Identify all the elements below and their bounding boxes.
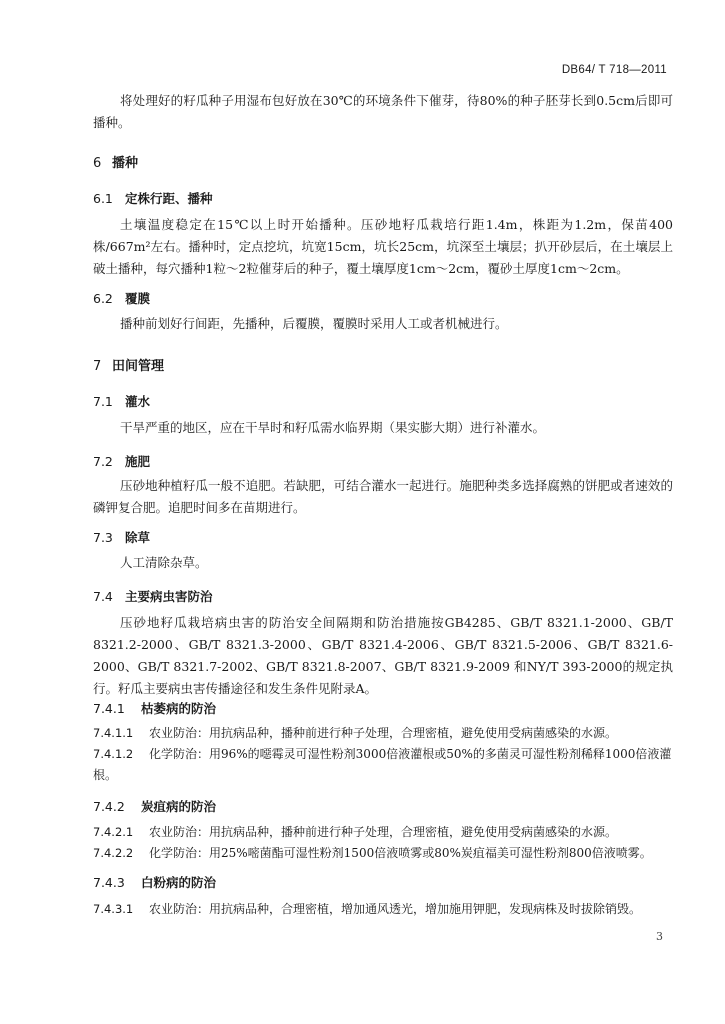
clause-text: 化学防治：用96%的噁霉灵可湿性粉剂3000倍液灌根或50%的多菌灵可湿性粉剂稀释1000倍液灌根。 [93, 747, 672, 782]
clause-number: 7.4.1.2 [93, 747, 134, 761]
standard-number: DB64/ T 718—2011 [561, 64, 667, 76]
section-title: 田间管理 [112, 359, 165, 374]
section-title: 枯萎病的防治 [141, 701, 217, 716]
clause-number: 7.4.1.1 [93, 726, 134, 740]
section-7-4-2-heading [93, 797, 216, 815]
clause-7-4-1-2 [93, 744, 675, 786]
section-number: 7 [93, 359, 102, 374]
clause-text: 农业防治：用抗病品种，合理密植，增加通风透光，增加施用钾肥，发现病株及时拔除销毁。 [149, 902, 642, 916]
section-7-3-heading [93, 528, 150, 546]
section-title: 覆膜 [125, 291, 151, 306]
section-number: 7.2 [93, 454, 113, 469]
clause-text: 农业防治：用抗病品种，播种前进行种子处理，合理密植，避免使用受病菌感染的水源。 [149, 825, 618, 839]
clause-number: 7.4.3.1 [93, 902, 134, 916]
section-title: 除草 [125, 530, 151, 545]
section-title: 主要病虫害防治 [125, 589, 213, 604]
clause-7-4-2-1 [93, 822, 675, 843]
section-number: 6 [93, 156, 102, 171]
section-7-2-heading [93, 452, 150, 470]
page-number: 3 [656, 930, 663, 943]
section-title: 炭疽病的防治 [141, 799, 217, 814]
clause-7-4-1-1 [93, 723, 675, 744]
section-7-4-heading [93, 587, 213, 605]
section-number: 7.1 [93, 394, 113, 409]
section-7-3-text: 人工清除杂草。 [120, 555, 208, 570]
section-7-2-text: 压砂地种植籽瓜一般不追肥。若缺肥，可结合灌水一起进行。施肥种类多选择腐熟的饼肥或者速效的磷钾复合肥。追肥时间多在苗期进行。 [93, 478, 673, 515]
section-number: 7.4.1 [93, 701, 125, 716]
section-title: 播种 [112, 156, 139, 171]
section-6-1-text: 土壤温度稳定在15℃以上时开始播种。压砂地籽瓜栽培行距1.4m，株距为1.2m，保苗400株/667m²左右。播种时，定点挖坑，坑宽15cm，坑长25cm，坑深至土壤层；扒开砂层后，在土壤层上破土播种，每穴播种1粒～2粒催芽后的种子，覆土壤厚度1cm～2cm，覆砂土厚度1cm～2cm。 [93, 217, 673, 276]
section-title: 灌水 [125, 394, 151, 409]
section-title: 白粉病的防治 [141, 875, 217, 890]
section-7-4-1-heading [93, 699, 216, 717]
section-7-4-3-heading [93, 873, 216, 891]
section-6-2-text: 播种前划好行间距，先播种，后覆膜，覆膜时采用人工或者机械进行。 [120, 316, 508, 331]
clause-number: 7.4.2.2 [93, 846, 134, 860]
section-number: 6.1 [93, 191, 113, 206]
section-number: 7.4 [93, 589, 113, 604]
section-number: 7.4.3 [93, 875, 125, 890]
clause-7-4-3-1 [93, 899, 675, 920]
section-7-heading [93, 355, 164, 374]
section-7-4-text: 压砂地籽瓜栽培病虫害的防治安全间隔期和防治措施按GB4285、GB/T 8321.1-2000、GB/T 8321.2-2000、GB/T 8321.3-2000、GB/T 8321.4-2006、GB/T 8321.5-2006、GB/T 8321.6-2000、GB/T 8321.7-2002、GB/T 8321.8-2007、GB/T 8321.9-2009 和NY/T 393-2000的规定执行。籽瓜主要病虫害传播途径和发生条件见附录A。 [93, 615, 673, 696]
section-title: 定株行距、播种 [125, 191, 213, 206]
clause-7-4-2-2 [93, 843, 675, 864]
clause-number: 7.4.2.1 [93, 825, 134, 839]
section-7-1-heading [93, 392, 150, 410]
clause-text: 农业防治：用抗病品种，播种前进行种子处理，合理密植，避免使用受病菌感染的水源。 [149, 726, 618, 740]
section-6-1-heading [93, 189, 213, 207]
section-6-heading [93, 152, 138, 171]
section-number: 7.3 [93, 530, 113, 545]
section-6-2-heading [93, 289, 150, 307]
section-7-1-text: 干旱严重的地区，应在干旱时和籽瓜需水临界期（果实膨大期）进行补灌水。 [120, 420, 546, 435]
section-title: 施肥 [125, 454, 151, 469]
intro-paragraph: 将处理好的籽瓜种子用湿布包好放在30℃的环境条件下催芽，待80%的种子胚芽长到0.5cm后即可播种。 [93, 93, 673, 130]
section-number: 6.2 [93, 291, 113, 306]
section-number: 7.4.2 [93, 799, 125, 814]
clause-text: 化学防治：用25%嘧菌酯可湿性粉剂1500倍液喷雾或80%炭疽福美可湿性粉剂800倍液喷雾。 [149, 846, 652, 860]
